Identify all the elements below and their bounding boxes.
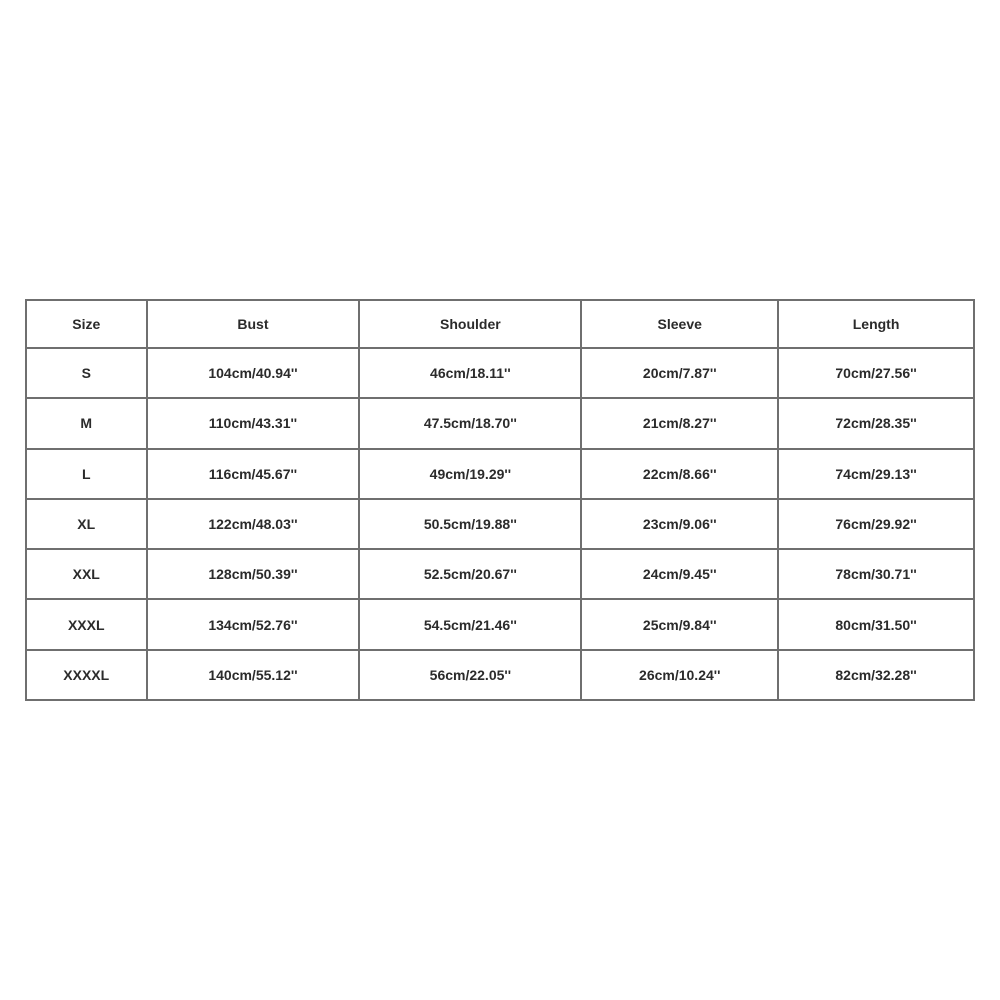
cell-shoulder: 54.5cm/21.46'' <box>359 599 581 649</box>
cell-bust: 116cm/45.67'' <box>147 449 360 499</box>
cell-bust: 122cm/48.03'' <box>147 499 360 549</box>
cell-size: XXXL <box>26 599 147 649</box>
cell-length: 80cm/31.50'' <box>778 599 974 649</box>
size-chart-table <box>25 299 975 701</box>
cell-bust: 104cm/40.94'' <box>147 348 360 398</box>
cell-sleeve: 26cm/10.24'' <box>581 650 778 700</box>
cell-shoulder: 49cm/19.29'' <box>359 449 581 499</box>
cell-shoulder: 52.5cm/20.67'' <box>359 549 581 599</box>
table-row <box>26 599 974 649</box>
cell-sleeve: 20cm/7.87'' <box>581 348 778 398</box>
cell-size: L <box>26 449 147 499</box>
header-shoulder: Shoulder <box>359 300 581 348</box>
cell-size: M <box>26 398 147 448</box>
cell-size: XL <box>26 499 147 549</box>
cell-shoulder: 46cm/18.11'' <box>359 348 581 398</box>
cell-shoulder: 47.5cm/18.70'' <box>359 398 581 448</box>
cell-length: 74cm/29.13'' <box>778 449 974 499</box>
cell-length: 76cm/29.92'' <box>778 499 974 549</box>
cell-bust: 128cm/50.39'' <box>147 549 360 599</box>
header-row <box>26 300 974 348</box>
header-size: Size <box>26 300 147 348</box>
header-sleeve: Sleeve <box>581 300 778 348</box>
cell-bust: 140cm/55.12'' <box>147 650 360 700</box>
cell-size: XXXXL <box>26 650 147 700</box>
cell-size: XXL <box>26 549 147 599</box>
cell-length: 78cm/30.71'' <box>778 549 974 599</box>
cell-shoulder: 56cm/22.05'' <box>359 650 581 700</box>
cell-sleeve: 21cm/8.27'' <box>581 398 778 448</box>
cell-shoulder: 50.5cm/19.88'' <box>359 499 581 549</box>
table-row <box>26 348 974 398</box>
cell-length: 82cm/32.28'' <box>778 650 974 700</box>
cell-sleeve: 24cm/9.45'' <box>581 549 778 599</box>
cell-size: S <box>26 348 147 398</box>
table-row <box>26 449 974 499</box>
cell-sleeve: 25cm/9.84'' <box>581 599 778 649</box>
table-row <box>26 499 974 549</box>
cell-length: 72cm/28.35'' <box>778 398 974 448</box>
cell-bust: 134cm/52.76'' <box>147 599 360 649</box>
table-row <box>26 398 974 448</box>
cell-sleeve: 23cm/9.06'' <box>581 499 778 549</box>
cell-bust: 110cm/43.31'' <box>147 398 360 448</box>
header-length: Length <box>778 300 974 348</box>
cell-sleeve: 22cm/8.66'' <box>581 449 778 499</box>
header-bust: Bust <box>147 300 360 348</box>
table-row <box>26 549 974 599</box>
cell-length: 70cm/27.56'' <box>778 348 974 398</box>
table-row <box>26 650 974 700</box>
